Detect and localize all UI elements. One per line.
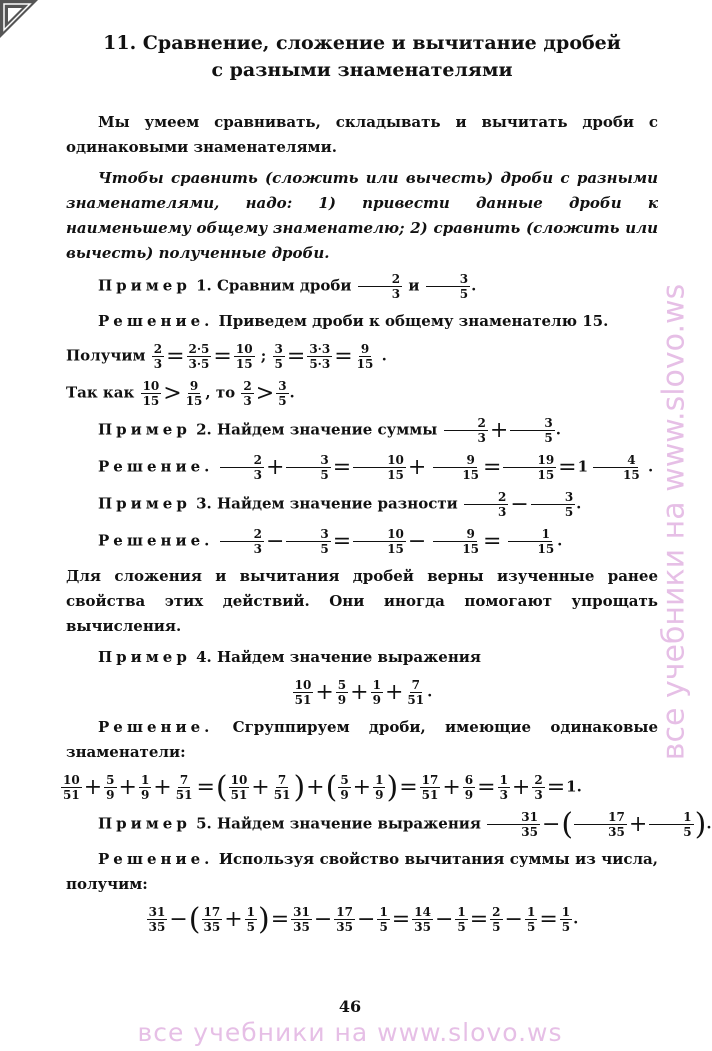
example-text: Найдем значение выражения: [216, 648, 482, 666]
solution-label: Решение.: [98, 312, 214, 330]
example-text: Найдем значение суммы: [216, 420, 438, 439]
example-number: 1.: [196, 276, 212, 295]
fraction: $\frac{2}{3}$: [464, 490, 508, 519]
fraction: $\frac{1}{5}$: [649, 810, 693, 839]
fraction: $\frac{4}{15}$: [589, 453, 642, 482]
solution-3: Решение. $\frac{2}{3}$ − $\frac{3}{5}$ = $\frac{10}{15}$ − $\frac{9}{15}$ = $\frac{1}{15}$ .: [98, 527, 563, 556]
solution-1-formula: Получим $\frac{2}{3}$ = $\frac{2\cdot 5}{3\cdot 5}$ = $\frac{10}{15}$ ; $\frac{3}{5}$ = $\frac{3\cdot 3}{5\cdot 3}$ = $\frac{9}{15}$ .: [66, 342, 387, 371]
fraction: $\frac{17}{35}$: [574, 810, 627, 839]
fraction: $\frac{10}{15}$: [353, 527, 406, 556]
solution-5: [66, 847, 658, 897]
fraction: $\frac{1}{5}$: [379, 905, 388, 934]
get-word: Получим: [66, 346, 146, 365]
fraction: $\frac{7}{51}$: [175, 773, 193, 802]
example-label: Пример: [98, 420, 191, 439]
example-number: 4.: [196, 648, 212, 666]
fraction: $\frac{1}{9}$: [375, 773, 384, 802]
solution-label: Решение.: [98, 718, 214, 736]
fraction: $\frac{10}{15}$: [142, 379, 160, 408]
fraction: $\frac{10}{51}$: [230, 773, 248, 802]
example-3: Пример 3. Найдем значение разности $\frac{2}{3}$ − $\frac{3}{5}$ .: [98, 490, 582, 519]
solution-1: [66, 309, 658, 334]
then-word: , то: [205, 383, 236, 402]
fraction: $\frac{3}{5}$: [531, 490, 575, 519]
example-number: 3.: [196, 494, 212, 513]
fraction: $\frac{31}{35}$: [487, 810, 540, 839]
since-word: Так как: [66, 383, 135, 402]
fraction: $\frac{9}{15}$: [428, 453, 481, 482]
fraction: $\frac{3}{5}$: [278, 379, 287, 408]
fraction: $\frac{5}{9}$: [337, 678, 347, 707]
example-5: Пример 5. Найдем значение выражения $\frac{31}{35}$ −( $\frac{17}{35}$ + $\frac{1}{5}$ ).: [98, 807, 712, 842]
fraction: $\frac{1}{9}$: [140, 773, 150, 802]
solution-label: Решение.: [98, 850, 214, 868]
section-title: [66, 30, 658, 84]
fraction: $\frac{2}{3}$: [444, 416, 488, 445]
fraction: $\frac{2\cdot 5}{3\cdot 5}$: [188, 342, 210, 371]
fraction: $\frac{3\cdot 3}{5\cdot 3}$: [309, 342, 331, 371]
fraction: $\frac{17}{35}$: [336, 905, 353, 934]
fraction: $\frac{1}{9}$: [372, 678, 381, 707]
fraction: $\frac{31}{35}$: [293, 905, 310, 934]
title-line-1: 11. Сравнение, сложение и вычитание дробей: [103, 32, 621, 54]
example-2: Пример 2. Найдем значение суммы $\frac{2}{3}$ + $\frac{3}{5}$ .: [98, 416, 561, 445]
solution-4: [66, 715, 658, 765]
intro-paragraph: Мы умеем сравнивать, складывать и вычитать дроби с одинаковыми знаменателями.: [66, 113, 658, 156]
solution-text: Используя свойство вычитания суммы из числа, получим:: [66, 850, 658, 893]
fraction: $\frac{2}{5}$: [492, 905, 501, 934]
fraction: $\frac{1}{5}$: [457, 905, 466, 934]
example-label: Пример: [98, 814, 191, 833]
fraction: $\frac{1}{5}$: [526, 905, 536, 934]
example-label: Пример: [98, 276, 191, 295]
fraction: $\frac{3}{5}$: [510, 416, 554, 445]
example-text: Сравним дроби: [216, 276, 352, 295]
fraction: $\frac{9}{15}$: [428, 527, 481, 556]
fraction: $\frac{2}{3}$: [243, 379, 252, 408]
example-text: Найдем значение выражения: [216, 814, 482, 833]
fraction: $\frac{6}{9}$: [464, 773, 474, 802]
example-number: 5.: [196, 814, 212, 833]
fraction: $\frac{14}{35}$: [414, 905, 431, 934]
fraction: $\frac{7}{51}$: [407, 678, 425, 707]
and-word: и: [408, 276, 420, 295]
title-line-2: с разными знаменателями: [211, 59, 513, 81]
fraction: $\frac{10}{51}$: [294, 678, 312, 707]
fraction: $\frac{1}{3}$: [499, 773, 508, 802]
fraction: $\frac{19}{15}$: [503, 453, 556, 482]
watermark-bottom: все учебники на www.slovo.ws: [137, 1018, 563, 1047]
example-4: [66, 645, 658, 670]
fraction: $\frac{3}{5}$: [274, 342, 283, 371]
fraction: $\frac{3}{5}$: [286, 527, 330, 556]
properties-paragraph: Для сложения и вычитания дробей верны изученные ранее свойства этих действий. Они иногда помогают упрощать вычисления.: [66, 567, 658, 635]
fraction: $\frac{2}{3}$: [220, 527, 264, 556]
fraction: $\frac{17}{35}$: [203, 905, 221, 934]
fraction: $\frac{1}{5}$: [246, 905, 255, 934]
example-label: Пример: [98, 494, 191, 513]
example-4-expression: $\frac{10}{51}$ + $\frac{5}{9}$ + $\frac{1}{9}$ + $\frac{7}{51}$ .: [294, 678, 433, 707]
solution-label: Решение.: [98, 457, 214, 476]
fraction: $\frac{2}{3}$: [153, 342, 163, 371]
fraction: $\frac{5}{9}$: [106, 773, 115, 802]
example-label: Пример: [98, 648, 191, 666]
example-number: 2.: [196, 420, 212, 439]
fraction: $\frac{31}{35}$: [148, 905, 166, 934]
fraction: $\frac{9}{15}$: [185, 379, 203, 408]
fraction: $\frac{2}{3}$: [534, 773, 543, 802]
page-number: 46: [338, 997, 362, 1016]
solution-text: Приведем дроби к общему знаменателю 15.: [218, 312, 609, 330]
solution-4-formula: $\frac{10}{51}$ + $\frac{5}{9}$ + $\frac{1}{9}$ + $\frac{7}{51}$ =( $\frac{10}{51}$ + $\frac{7}{51}$ )+( $\frac{5}{9}$ + $\frac{1}{9}$ )= $\frac{17}{51}$ + $\frac{6}{9}$ = $\frac{1}{3}$ + $\frac{2}{3}$ =1.: [63, 770, 582, 805]
corner-ornament: [0, 0, 38, 38]
example-1: Пример 1. Сравним дроби $\frac{2}{3}$ и $\frac{3}{5}$ .: [98, 272, 477, 301]
fraction: $\frac{1}{5}$: [561, 905, 571, 934]
fraction: $\frac{2}{3}$: [220, 453, 264, 482]
fraction: $\frac{10}{51}$: [63, 773, 80, 802]
solution-text: Сгруппируем дроби, имеющие одинаковые знаменатели:: [66, 718, 658, 761]
fraction: $\frac{3}{5}$: [286, 453, 330, 482]
example-text: Найдем значение разности: [216, 494, 458, 513]
solution-5-formula: $\frac{31}{35}$ −( $\frac{17}{35}$ + $\frac{1}{5}$ )= $\frac{31}{35}$ − $\frac{17}{35}$ − $\frac{1}{5}$ = $\frac{14}{35}$ − $\frac{1}{5}$ = $\frac{2}{5}$ − $\frac{1}{5}$ = $\frac{1}{5}$ .: [148, 902, 579, 937]
solution-label: Решение.: [98, 531, 214, 550]
fraction: $\frac{2}{3}$: [358, 272, 402, 301]
comparison-line: Так как $\frac{10}{15}$ > $\frac{9}{15}$ , то $\frac{2}{3}$ > $\frac{3}{5}$ .: [66, 379, 295, 408]
fraction: $\frac{10}{15}$: [235, 342, 253, 371]
fraction: $\frac{1}{15}$: [503, 527, 556, 556]
fraction: $\frac{7}{51}$: [273, 773, 291, 802]
watermark-side: все учебники на www.slovo.ws: [656, 283, 692, 761]
fraction: $\frac{5}{9}$: [340, 773, 349, 802]
fraction: $\frac{10}{15}$: [353, 453, 406, 482]
fraction: $\frac{9}{15}$: [356, 342, 374, 371]
solution-2: Решение. $\frac{2}{3}$ + $\frac{3}{5}$ = $\frac{10}{15}$ + $\frac{9}{15}$ = $\frac{19}{15}$ =1 $\frac{4}{15}$ .: [98, 453, 654, 482]
fraction: $\frac{3}{5}$: [426, 272, 470, 301]
fraction: $\frac{17}{51}$: [421, 773, 439, 802]
rule-paragraph: Чтобы сравнить (сложить или вычесть) дроби с разными знаменателями, надо: 1) привести данные дроби к наименьшему общему знаменателю; 2) сравнить (сложить или вычесть) полученные дроби.: [66, 169, 658, 262]
